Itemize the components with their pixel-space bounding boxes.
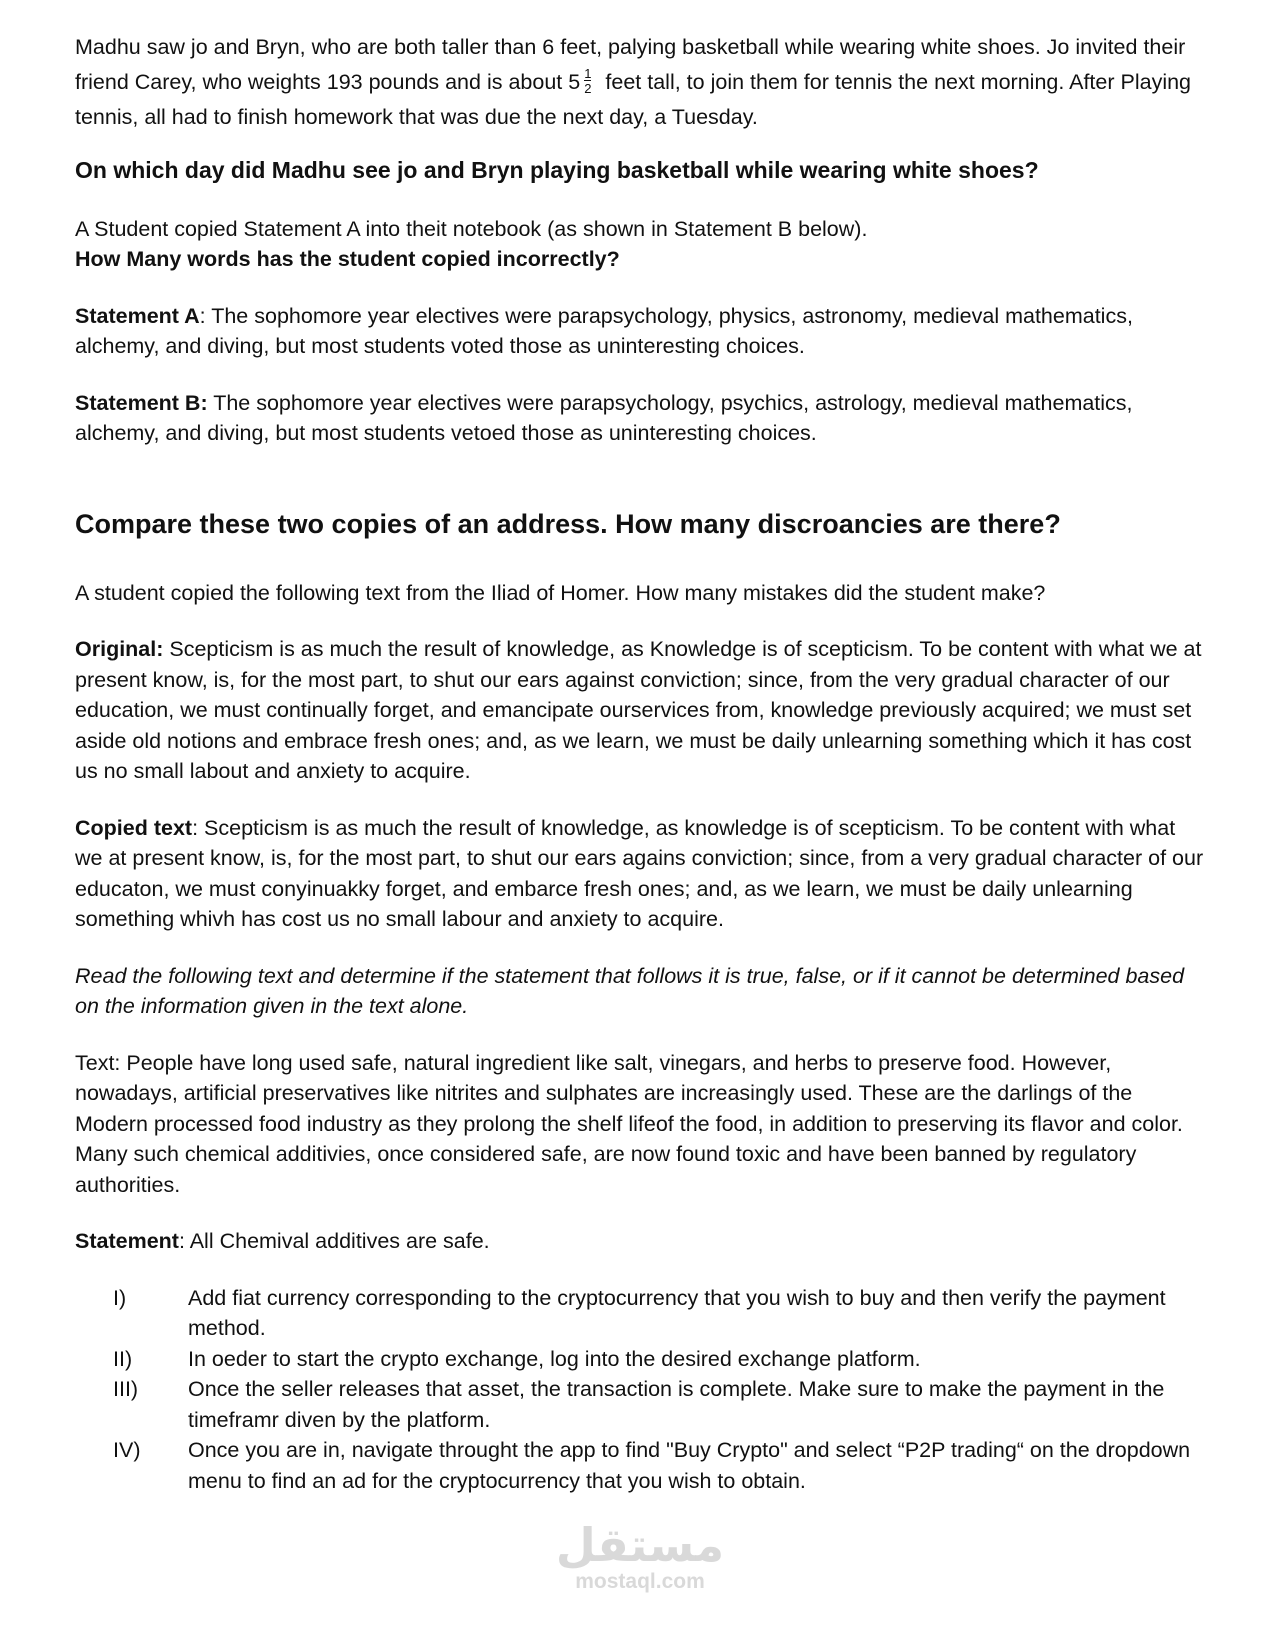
list-item [75,1435,1205,1496]
list-item-text: Add fiat currency corresponding to the cryptocurrency that you wish to buy and then verify the payment method. [188,1285,1166,1340]
watermark-logo [540,1520,740,1594]
statement-b-label: Statement B: [75,390,208,415]
q3-intro: A student copied the following text from the Iliad of Homer. How many mistakes did the student make? [75,580,1046,605]
copied-text: Copied text: Scepticism is as much the result of knowledge, as knowledge is of scepticism. To be content with what we at present know, is, for the most part, to shut our ears agains conviction; since, from a very gradual character of our educaton, we must conyinuakky forget, and embarce fresh ones; and, as we learn, we must be daily unlearning something whivh has cost us no small labour and anxiety to acquire. [75,815,1204,931]
original-label: Original: [75,637,164,661]
q2-question: How Many words has the student copied incorrectly? [75,247,620,271]
q4-instruction: Read the following text and determine if the statement that follows it is true, false, or if it cannot be determined based on the information given in the text alone. [75,963,1185,1018]
fraction [584,67,591,95]
list-item-number: IV) [113,1438,141,1462]
q2-intro: A Student copied Statement A into theit notebook (as shown in Statement B below). [75,216,868,241]
list-item-text: Once the seller releases that asset, the transaction is complete. Make sure to make the payment in the timeframr diven by the platform. [188,1377,1165,1432]
watermark-latin: mostaql.com [575,1570,705,1593]
statement-b: Statement B: The sophomore year electives were parapsychology, psychics, astrology, medieval mathematics, alchemy, and diving, but most students vetoed those as uninteresting choices. [75,390,1133,445]
copied-label: Copied text [75,815,193,840]
steps-list [75,1283,1205,1497]
q1-question: On which day did Madhu see jo and Bryn playing basketball while wearing white shoes? [75,157,1039,183]
original-text: Original: Scepticism is as much the result of knowledge, as Knowledge is of scepticism. To be content with what we at present know, is, for the most part, to shut our ears against conviction; since, from the very gradual character of our education, we must continually forget, and emancipate ourservices from, knowledge previously acquired; we must set aside old notions and embrace fresh ones; and, as we learn, we must be daily unlearning something which it has cost us no small labout and anxiety to acquire. [75,637,1202,783]
watermark-arabic: مستقل [555,1518,725,1572]
fraction-numerator: 1 [584,66,592,82]
statement-label: Statement [75,1229,179,1253]
list-item-number: II) [113,1346,133,1371]
list-item-number: III) [113,1377,139,1401]
statement-a: Statement A: The sophomore year electives were parapsychology, physics, astronomy, medieval mathematics, alchemy, and diving, but most students voted those as uninteresting choices. [75,303,1133,358]
q4-statement: Statement: All Chemival additives are safe. [75,1229,490,1253]
list-item [75,1344,1205,1375]
list-item-number: I) [113,1285,127,1310]
q1-paragraph: Madhu saw jo and Bryn, who are both taller than 6 feet, palying basketball while wearing white shoes. Jo invited their friend Carey, who weights 193 pounds and is about 5 $\frac{1}{2}$ feet tall, to join them for tennis the next morning. After Playing tennis, all had to finish homework that was due the next day, a Tuesday. [75,35,1192,129]
statement-a-label: Statement A [75,303,200,328]
q3-heading: Compare these two copies of an address. How many discroancies are there? [75,508,1061,539]
list-item-text: Once you are in, navigate throught the app to find "Buy Crypto" and select “P2P trading“ on the dropdown menu to find an ad for the cryptocurrency that you wish to obtain. [188,1438,1191,1493]
list-item [75,1374,1205,1435]
fraction-denominator: 2 [584,81,592,97]
document-page [75,30,1205,1496]
list-item-text: In oeder to start the crypto exchange, log into the desired exchange platform. [188,1346,921,1371]
q4-text: Text: People have long used safe, natural ingredient like salt, vinegars, and herbs to preserve food. However, nowadays, artificial preservatives like nitrites and sulphates are increasingly used. These are the darlings of the Modern processed food industry as they prolong the shelf lifeof the food, in addition to preserving its flavor and color. Many such chemical additivies, once considered safe, are now found toxic and have been banned by regulatory authorities. [75,1050,1183,1197]
list-item [75,1283,1205,1344]
